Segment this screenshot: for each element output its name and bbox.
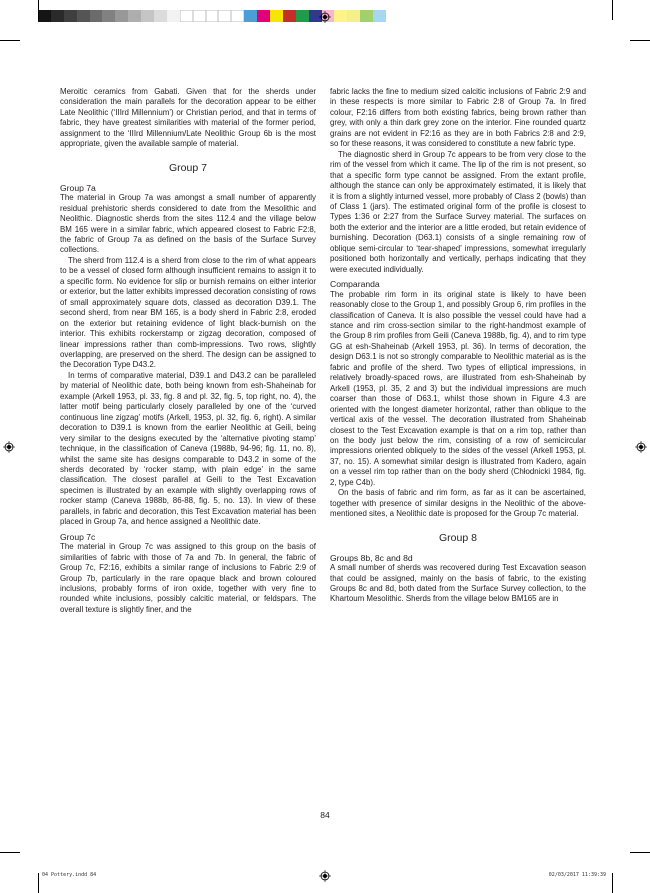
paragraph: fabric lacks the fine to medium sized calcitic inclusions of Fabric 2:9 and in these respects is more similar to Fabric 2:8 of Group 7a. In fired colour, F2:16 differs from both existing fabrics, being brown rather than grey, with only a thin dark grey zone on the interior. Fine rounded quartz grains are not evident in F2:16 as they are in both Fabrics 2:8 and 2:9, so for these reasons, it was considered to constitute a new fabric type. (330, 87, 586, 149)
color-swatch (231, 10, 244, 22)
registration-mark-icon (319, 11, 331, 23)
left-text-column (60, 87, 316, 615)
color-swatch (257, 10, 270, 22)
footer-file-info: 04 Pottery.indd 84 (42, 872, 97, 878)
footer-timestamp: 02/03/2017 11:39:39 (548, 872, 606, 878)
paragraph: The probable rim form in its original state is likely to have been reasonably close to the Group 1, and possibly Group 6, rim profiles in the classification of Caneva. It is also possible the vessel could have had a stance and rim cross-section similar to the right-handmost example of the Group 8 rim profiles from Geili (Caneva 1988b, fig. 4), and to rim type GG at esh-Shaheinab (Arkell 1953, pl. 36). In terms of decoration, the design D63.1 is not so strongly comparable to Neolithic material as is the fabric and profile of the sherd. Two types of elliptical impressions, in relatively broadly-spaced rows, are illustrated from esh-Shaheinab by Arkell (1953, pl. 35, 2 and 3) but the individual impressions are much coarser than those of D63.1, whilst those shown in Figure 4.3 are oriented with the longest diameter horizontal, rather than oblique to the vertical axis of the vessel. The decoration illustrated from Shaheinab closest to the Test Excavation example is that on a rim top, rather than on the body just below the rim, consisting of a row of semicircular impressions oriented obliquely to the sides of the vessel (Arkell 1953, pl. 37, no. 15). A somewhat similar design is illustrated from Kadero, again on a vessel rim top rather than on the body sherd (Chłodnicki 1984, fig. 2, type C4b). (330, 289, 586, 487)
crop-mark (612, 0, 613, 20)
color-swatch (115, 10, 128, 22)
color-swatch (51, 10, 64, 22)
subsection-heading: Group 7c (60, 531, 96, 542)
color-swatch (373, 10, 386, 22)
color-swatch (167, 10, 180, 22)
color-swatch (193, 10, 206, 22)
right-text-column (330, 87, 586, 605)
color-swatch (102, 10, 115, 22)
crop-mark (0, 40, 20, 41)
color-swatch (206, 10, 219, 22)
color-swatch (283, 10, 296, 22)
color-swatch (334, 10, 347, 22)
crop-mark (630, 40, 650, 41)
color-swatch (270, 10, 283, 22)
color-swatch (218, 10, 231, 22)
paragraph: On the basis of fabric and rim form, as far as it can be ascertained, together with presence of similar designs in the Neolithic of the above-mentioned sites, a Neolithic date is proposed for the Group 7c material. (330, 488, 586, 519)
color-swatch (77, 10, 90, 22)
section-heading: Group 7 (169, 161, 207, 174)
color-swatch (347, 10, 360, 22)
color-swatch (38, 10, 51, 22)
registration-mark-icon (635, 441, 647, 453)
subsection-heading: Group 7a (60, 182, 96, 193)
color-swatch (141, 10, 154, 22)
color-swatch (154, 10, 167, 22)
color-swatch (90, 10, 103, 22)
paragraph: The material in Group 7a was amongst a small number of apparently residual prehistoric sherds considered to date from the Mesolithic and Neolithic. Diagnostic sherds from the sites 112.4 and the village below BM 165 were in a similar fabric, which appeared closest to Fabric F2:8, the fabric of Group 7a as defined on the basis of the Surface Survey collections. (60, 193, 316, 255)
paragraph: In terms of comparative material, D39.1 and D43.2 can be paralleled by material of Neolithic date, both being known from esh-Shaheinab for example (Arkell 1953, pl. 33, fig. 8 and pl. 32, fig. 5, top right, no. 4), the latter motif being particularly closely paralleled by one of the ‘curved continuous line zigzag’ motifs (Arkell, 1953, pl. 32, fig. 6, right). A similar decoration to D39.1 is known from the earlier Neolithic at Geili, being very similar to the designs executed by the ‘alternative pivoting stamp’ technique, in the classification of Caneva (1988b, 94-96; fig. 11, no. 8), whilst the same site has designs comparable to D43.2 in some of the sherds decorated by ‘rocker stamp, with plain edge’ in the same classification. The closest parallel at Geili to the Test Excavation specimen is illustrated by an example with slightly overlapping rows of rocker stamp (Caneva 1988b, 86-88, fig. 5, no. 13). In view of these parallels, in fabric and decoration, this Test Excavation material has been placed in Group 7a, and hence assigned a Neolithic date. (60, 370, 316, 527)
color-swatch (296, 10, 309, 22)
paragraph: The diagnostic sherd in Group 7c appears to be from very close to the rim of the vessel from which it came. The lip of the rim is not present, so that a specific form type cannot be assigned. From the extant profile, although the stance can only be approximately estimated, it is likely that it is from a slightly inturned vessel, more probably of Class 2 (bowls) than of Class 1 (jars). The estimated original form of the profile is closest to Types 1:36 or 2:27 from the Surface Survey material. The surfaces on both the exterior and the interior are a little eroded, but retain evidence of burnishing. Decoration (D63.1) consists of a single remaining row of oblique semi-circular to ‘tear-shaped’ impressions, somewhat irregularly positioned both horizontally and vertically, perhaps indicating that they were executed individually. (330, 149, 586, 274)
page-number: 84 (320, 810, 330, 820)
color-swatch (180, 10, 193, 22)
paragraph: The material in Group 7c was assigned to this group on the basis of similarities of fabric with those of 7a and 7b. In general, the fabric of Group 7c, F2:16, exhibits a similar range of inclusions to Fabric 2:9 of Group 7b, particularly in the rare opaque black and brown coloured inclusions, probably forms of iron oxide, together with very fine to rounded white inclusions, possibly calcitic material, or feldspars. The overall texture is slightly finer, and the (60, 542, 316, 614)
color-swatch (128, 10, 141, 22)
crop-mark (38, 873, 39, 893)
crop-mark (630, 852, 650, 853)
paragraph: The sherd from 112.4 is a sherd from close to the rim of what appears to be a vessel of closed form although insufficient remains to assign it to a specific form. No evidence for slip or burnish remains on either interior or exterior, but the latter exhibits impressed decoration consisting of rows of small approximately square dots, classed as decoration D39.1. The second sherd, from near BM 165, is a body sherd in Fabric 2:8, eroded on the exterior but retaining evidence of light black-burnish on the interior. This exhibits rockerstamp or zigzag decoration, composed of linear impressions rather than comb-impressions. Two rows, slightly overlapping, are preserved on the sherd. The design can be assigned to the Decoration Type D43.2. (60, 255, 316, 370)
printer-color-bar (38, 10, 386, 22)
registration-mark-icon (3, 441, 15, 453)
crop-mark (38, 0, 39, 20)
color-swatch (64, 10, 77, 22)
crop-mark (0, 852, 20, 853)
color-swatch (244, 10, 257, 22)
color-swatch (360, 10, 373, 22)
subsection-heading: Comparanda (330, 279, 380, 290)
paragraph: A small number of sherds was recovered during Test Excavation season that could be assigned, mainly on the basis of fabric, to the existing Groups 8c and 8d, both dated from the Surface Survey collection, to the Khartoum Mesolithic. Sherds from the village below BM165 are in (330, 563, 586, 604)
registration-mark-icon (319, 870, 331, 882)
subsection-heading: Groups 8b, 8c and 8d (330, 552, 413, 563)
section-heading: Group 8 (439, 531, 477, 544)
paragraph: Meroitic ceramics from Gabati. Given that for the sherds under consideration the main parallels for the decoration appear to be either Late Neolithic (‘IIIrd Millennium’) or Christian period, and that in terms of fabric, they have greatest similarities with material of the former period, assignment to the ‘IIIrd Millennium/Late Neolithic Group 6b is the most appropriate, given the available sample of material. (60, 87, 316, 149)
crop-mark (612, 873, 613, 893)
